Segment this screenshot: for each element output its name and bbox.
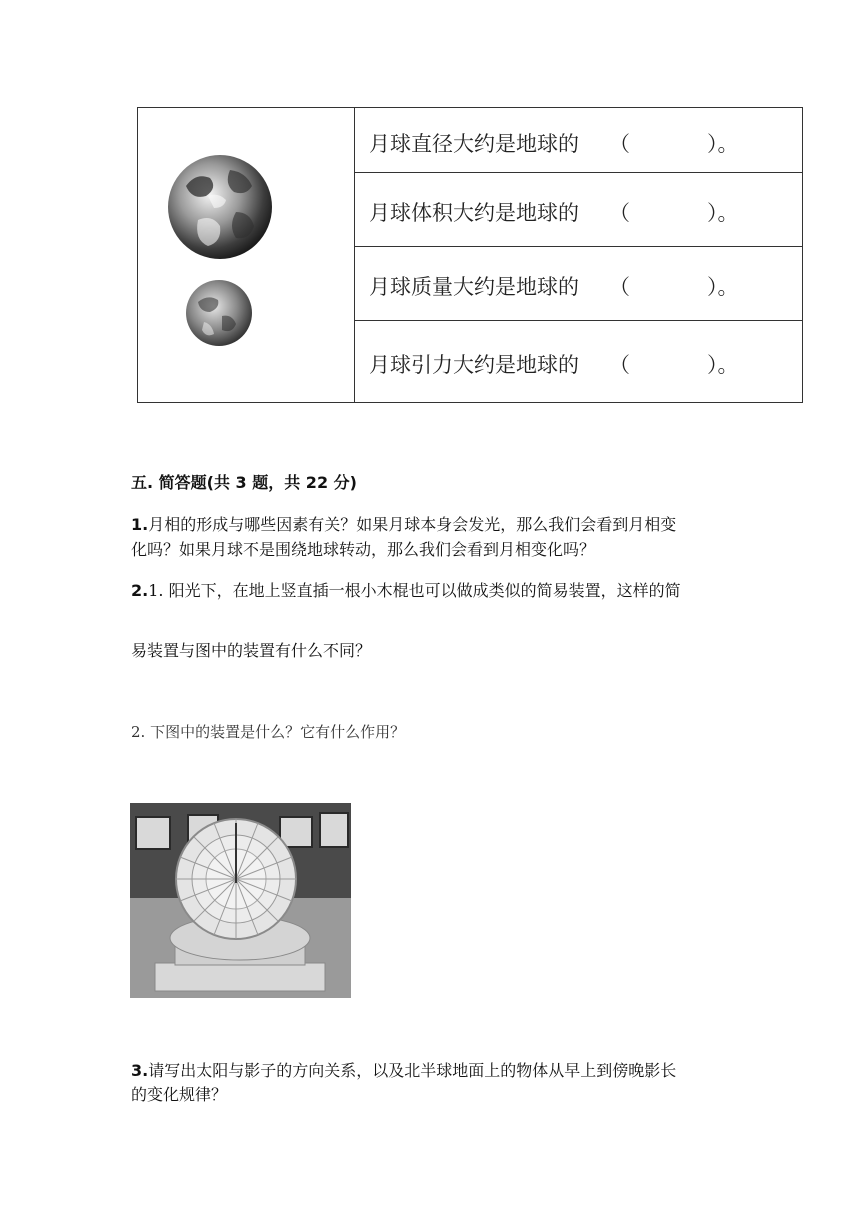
question-text: 请写出太阳与影子的方向关系，以及北半球地面上的物体从早上到傍晚影长: [148, 1061, 677, 1080]
open-paren: （: [609, 132, 630, 156]
question-1-line-2: 化吗？如果月球不是围绕地球转动，那么我们会看到月相变化吗？: [131, 540, 596, 559]
table-row: [355, 173, 802, 247]
section-heading: 五. 简答题(共 3 题，共 22 分): [131, 473, 357, 492]
question-2-line-1: [131, 578, 681, 603]
sundial-photo: [130, 803, 351, 998]
table-row: [355, 321, 802, 402]
row-text: 月球质量大约是地球的: [369, 275, 579, 299]
moon-globe-icon: [186, 280, 252, 346]
question-number: 2.: [131, 581, 149, 600]
close-paren: ）。: [707, 353, 739, 377]
question-text: 1. 阳光下，在地上竖直插一根小木棍也可以做成类似的简易装置，这样的简: [148, 581, 681, 600]
question-1-line-1: [131, 512, 676, 537]
question-number: 1.: [131, 515, 149, 534]
earth-moon-image-cell: [138, 108, 355, 402]
close-paren: ）。: [707, 201, 739, 225]
sundial-image: [130, 803, 351, 998]
close-paren: ）。: [707, 132, 739, 156]
close-paren: ）。: [707, 275, 739, 299]
table-row: [355, 247, 802, 321]
open-paren: （: [609, 353, 630, 377]
question-number: 3.: [131, 1061, 149, 1080]
row-text: 月球引力大约是地球的: [369, 353, 579, 377]
question-3-line-1: [131, 1058, 676, 1083]
row-text: 月球直径大约是地球的: [369, 132, 579, 156]
question-3-line-2: 的变化规律？: [131, 1085, 228, 1104]
moon-earth-comparison-table: [137, 107, 803, 403]
question-2-line-2: 易装置与图中的装置有什么不同？: [131, 641, 372, 660]
open-paren: （: [609, 201, 630, 225]
table-row: [355, 108, 802, 173]
question-2-subquestion-2: 2. 下图中的装置是什么？它有什么作用？: [131, 723, 406, 741]
open-paren: （: [609, 275, 630, 299]
row-text: 月球体积大约是地球的: [369, 201, 579, 225]
question-text: 月相的形成与哪些因素有关？如果月球本身会发光，那么我们会看到月相变: [148, 515, 677, 534]
earth-and-moon-illustration: [138, 108, 355, 402]
earth-globe-icon: [168, 155, 272, 259]
